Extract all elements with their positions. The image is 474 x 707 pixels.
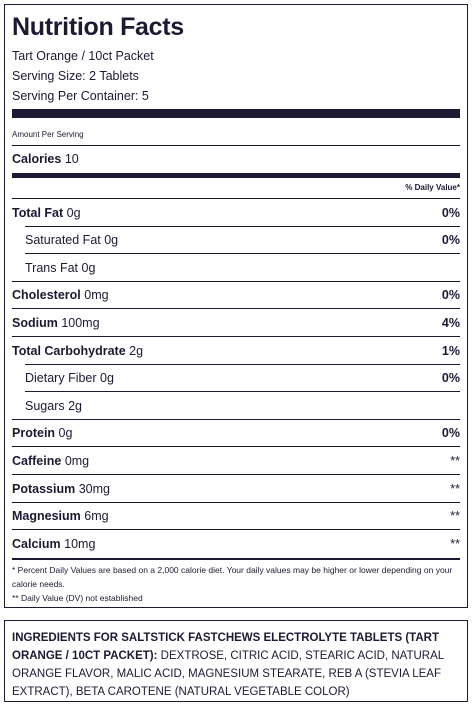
nutrient-name: Calcium [12, 536, 61, 551]
nutrient-name: Total Fat [12, 205, 64, 220]
nutrient-amount: 10mg [64, 536, 96, 551]
footnote-dv-not-established: ** Daily Value (DV) not established [12, 593, 143, 603]
nutrient-row [12, 475, 460, 502]
nutrient-row [25, 227, 460, 254]
calories-value: 10 [64, 151, 79, 166]
nutrient-row [12, 503, 460, 530]
nutrient-name: Caffeine [12, 453, 62, 468]
nutrient-amount: 0mg [64, 453, 90, 468]
nutrient-daily-value: 0% [441, 233, 460, 248]
medium-divider [12, 173, 460, 178]
nutrient-daily-value: ** [450, 536, 460, 551]
nutrient-row [25, 365, 460, 392]
product-name: Tart Orange / 10ct Packet [12, 49, 154, 63]
nutrient-amount: 6mg [84, 509, 109, 524]
nutrient-row [12, 420, 460, 447]
ingredients-text [12, 629, 460, 701]
nutrient-daily-value: 0% [441, 426, 460, 441]
nutrient-amount: 0g [66, 205, 81, 220]
thick-divider [12, 109, 460, 118]
serving-size: Serving Size: 2 Tablets [12, 69, 139, 83]
nutrient-row [12, 530, 460, 557]
nutrient-name: Potassium [12, 481, 76, 496]
nutrient-name: Magnesium [12, 509, 81, 524]
nutrient-amount: 0g [104, 233, 119, 248]
ingredients-list: DEXTROSE, CITRIC ACID, STEARIC ACID, NATURAL ORANGE FLAVOR, MALIC ACID, MAGNESIUM STEARATE, REB A (STEVIA LEAF EXTRACT), BETA CAROTENE (NATURAL VEGETABLE COLOR) [12, 650, 444, 698]
nutrient-amount: 2g [68, 398, 82, 413]
nutrient-row [12, 199, 460, 226]
divider [12, 558, 460, 560]
nutrient-row [12, 447, 460, 474]
daily-value-header: % Daily Value* [405, 183, 460, 192]
ingredients-heading: INGREDIENTS FOR SALTSTICK FASTCHEWS ELECTROLYTE TABLETS (TART ORANGE / 10CT PACKET): [12, 632, 439, 662]
nutrient-daily-value: 0% [441, 205, 460, 220]
nutrient-daily-value: 1% [441, 343, 460, 358]
nutrient-amount: 2g [129, 343, 144, 358]
calories-label: Calories [12, 151, 62, 166]
nutrient-name: Sugars [25, 398, 65, 413]
nutrient-daily-value: ** [450, 453, 460, 468]
nutrient-row [25, 392, 460, 419]
nutrient-name: Total Carbohydrate [12, 343, 126, 358]
nutrient-name: Saturated Fat [25, 233, 101, 248]
nutrition-facts-title: Nutrition Facts [12, 13, 184, 41]
nutrient-amount: 100mg [61, 315, 100, 330]
amount-per-serving-label: Amount Per Serving [12, 130, 84, 139]
calories-row [12, 145, 460, 172]
nutrient-amount: 0mg [84, 288, 109, 303]
nutrient-amount: 30mg [78, 481, 110, 496]
footnote-daily-values: * Percent Daily Values are based on a 2,000 calorie diet. Your daily values may be higher or lower depending on your calorie needs. [12, 565, 453, 589]
nutrient-amount: 0g [81, 260, 96, 275]
nutrient-daily-value: 4% [441, 315, 460, 330]
nutrient-row [12, 282, 460, 309]
nutrient-name: Sodium [12, 315, 58, 330]
nutrient-daily-value: ** [450, 481, 460, 496]
nutrient-daily-value: ** [450, 509, 460, 524]
nutrient-name: Protein [12, 426, 56, 441]
nutrient-row [25, 254, 460, 281]
nutrient-daily-value: 0% [441, 288, 460, 303]
nutrient-row [12, 309, 460, 336]
servings-per-container: Serving Per Container: 5 [12, 89, 149, 103]
nutrient-name: Trans Fat [25, 260, 79, 275]
ingredients-panel [4, 620, 468, 702]
nutrient-amount: 0g [100, 371, 114, 386]
nutrient-name: Dietary Fiber [25, 371, 97, 386]
nutrition-facts-panel [4, 4, 468, 608]
nutrient-name: Cholesterol [12, 288, 81, 303]
nutrient-row [12, 337, 460, 364]
nutrient-daily-value: 0% [441, 371, 460, 386]
nutrient-amount: 0g [58, 426, 73, 441]
